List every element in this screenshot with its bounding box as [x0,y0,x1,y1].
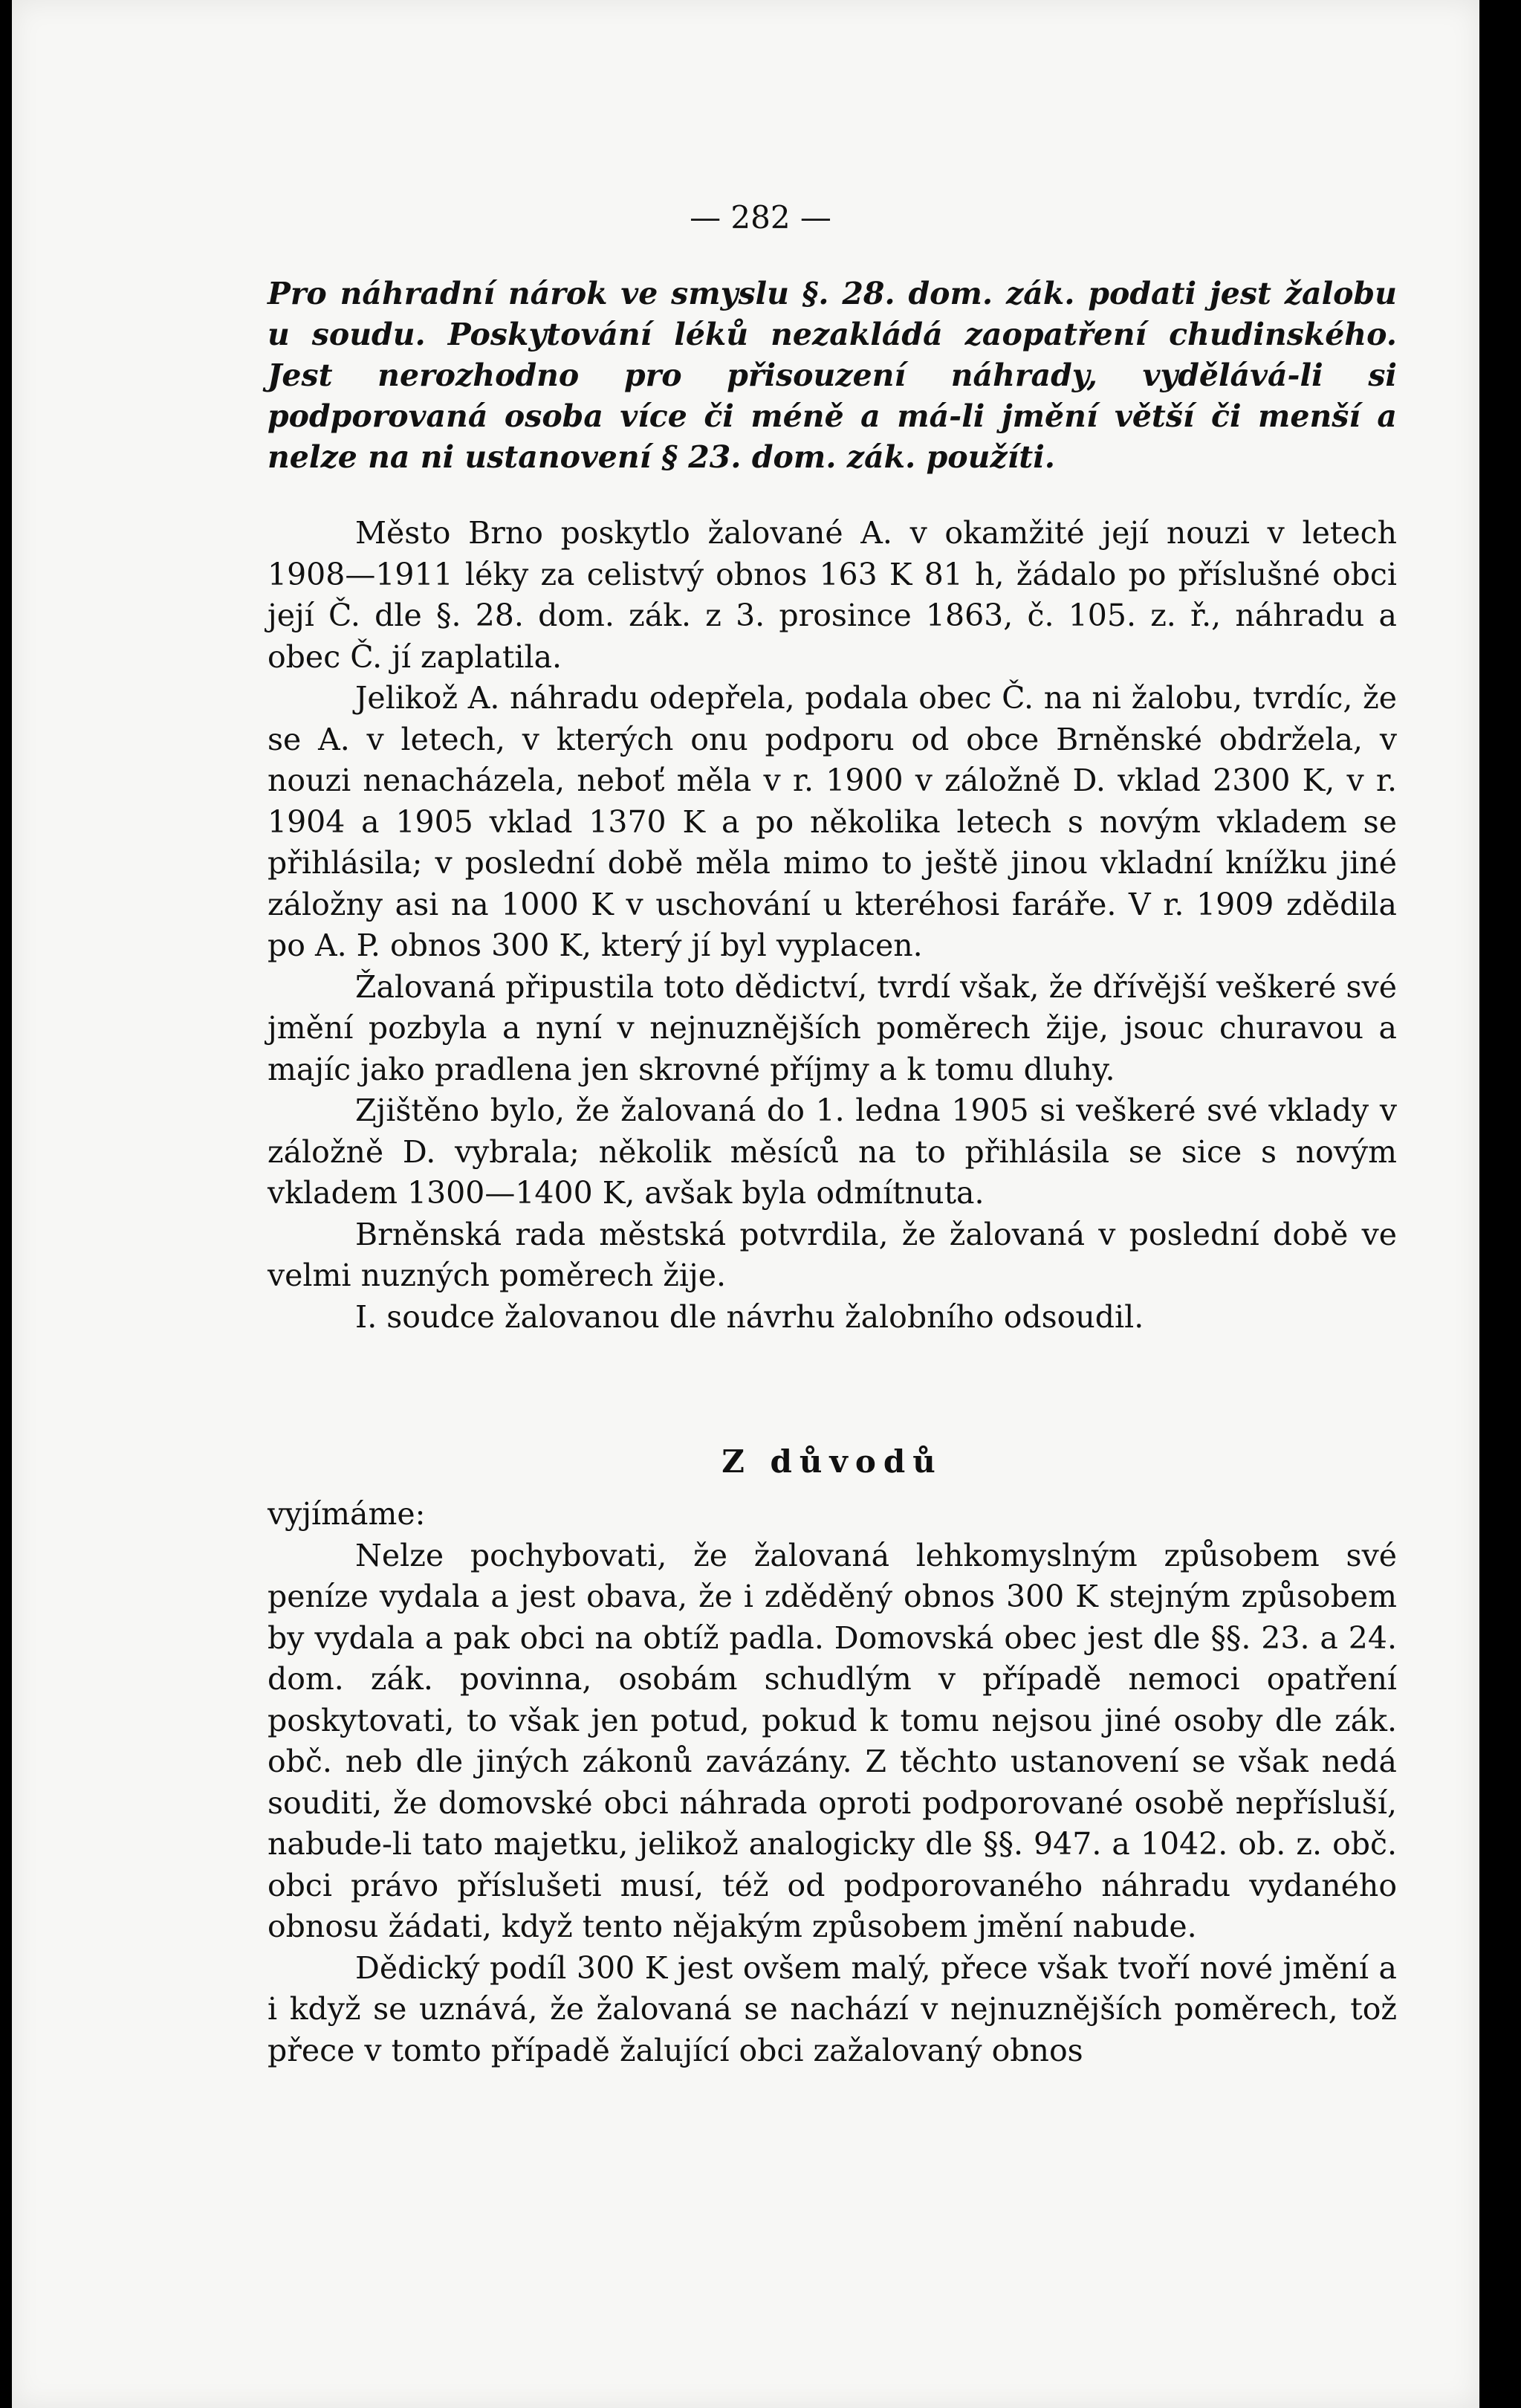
paragraph: Jelikož A. náhradu odepřela, podala obec Č. na ni žalobu, tvrdíc, že se A. v letech, v kterých onu podporu od obce Brněnské obdržela, v nouzi nenacházela, neboť měla v r. 1900 v záložně D. vklad 2300 K, v r. 1904 a 1905 vklad 1370 K a po několika letech s novým vkladem se přihlásila; v poslední době měla mimo to ještě jinou vkladní knížku jiné záložny asi na 1000 K v uschování u kteréhosi faráře. V r. 1909 zdědila po A. P. obnos 300 K, který jí byl vyplacen. [267,680,1397,963]
paragraph: Žalovaná připustila toto dědictví, tvrdí však, že dřívější veškeré své jmění pozbyla a nyní v nejnuznějších poměrech žije, jsouc churavou a majíc jako pradlena jen skrovné příjmy a k tomu dluhy. [267,968,1397,1087]
case-facts [267,513,1397,1338]
paragraph: Zjištěno bylo, že žalovaná do 1. ledna 1905 si veškeré své vklady v záložně D. vybrala; několik měsíců na to přihlásila se sice s novým vkladem 1300—1400 K, avšak byla odmítnuta. [267,1093,1397,1211]
paragraph: Město Brno poskytlo žalované A. v okamžité její nouzi v letech 1908—1911 léky za celistvý obnos 163 K 81 h, žádalo po příslušné obci její Č. dle §. 28. dom. zák. z 3. prosince 1863, č. 105. z. ř., náhradu a obec Č. jí zaplatila. [267,515,1397,675]
paragraph: Brněnská rada městská potvrdila, že žalovaná v poslední době ve velmi nuzných poměrech žije. [267,1216,1397,1293]
paragraph: I. soudce žalovanou dle návrhu žalobního odsoudil. [355,1298,1144,1335]
paragraph: Nelze pochybovati, že žalovaná lehkomyslným způsobem své peníze vydala a jest obava, že i zděděný obnos 300 K stejným způsobem by vydala a pak obci na obtíž padla. Domovská obec jest dle §§. 23. a 24. dom. zák. povinna, osobám schudlým v případě nemoci opatření poskytovati, to však jen potud, pokud k tomu nejsou jiné osoby dle zák. obč. neb dle jiných zákonů zavázány. Z těchto ustanovení se však nedá souditi, že domovské obci náhrada oproti podporované osobě nepřísluší, nabude-li tato majetku, jelikož analogicky dle §§. 947. a 1042. ob. z. obč. obci právo příslušeti musí, též od podporovaného náhradu vydaného obnosu žádati, když tento nějakým způsobem jmění nabude. [267,1537,1397,1944]
reasons-section [267,1494,1397,2071]
reasons-intro: vyjímáme: [267,1496,426,1532]
section-heading: Z důvodů [721,1443,943,1480]
headnote: Pro náhradní nárok ve smyslu §. 28. dom. zák. podati jest žalobu u soudu. Poskytování léků nezakládá zaopatření chudinského. Jest nerozhodno pro přisouzení náhrady, vydělává-li si podporovaná osoba více či méně a má-li jmění větší či menší a nelze na ni ustanovení § 23. dom. zák. použíti. [267,276,1397,475]
page-number: — 282 — [690,199,831,236]
scan-border [1479,0,1521,2408]
paragraph: Dědický podíl 300 K jest ovšem malý, přece však tvoří nové jmění a i když se uznává, že žalovaná se nachází v nejnuznějších poměrech, tož přece v tomto případě žalující obci zažalovaný obnos [267,1949,1397,2068]
